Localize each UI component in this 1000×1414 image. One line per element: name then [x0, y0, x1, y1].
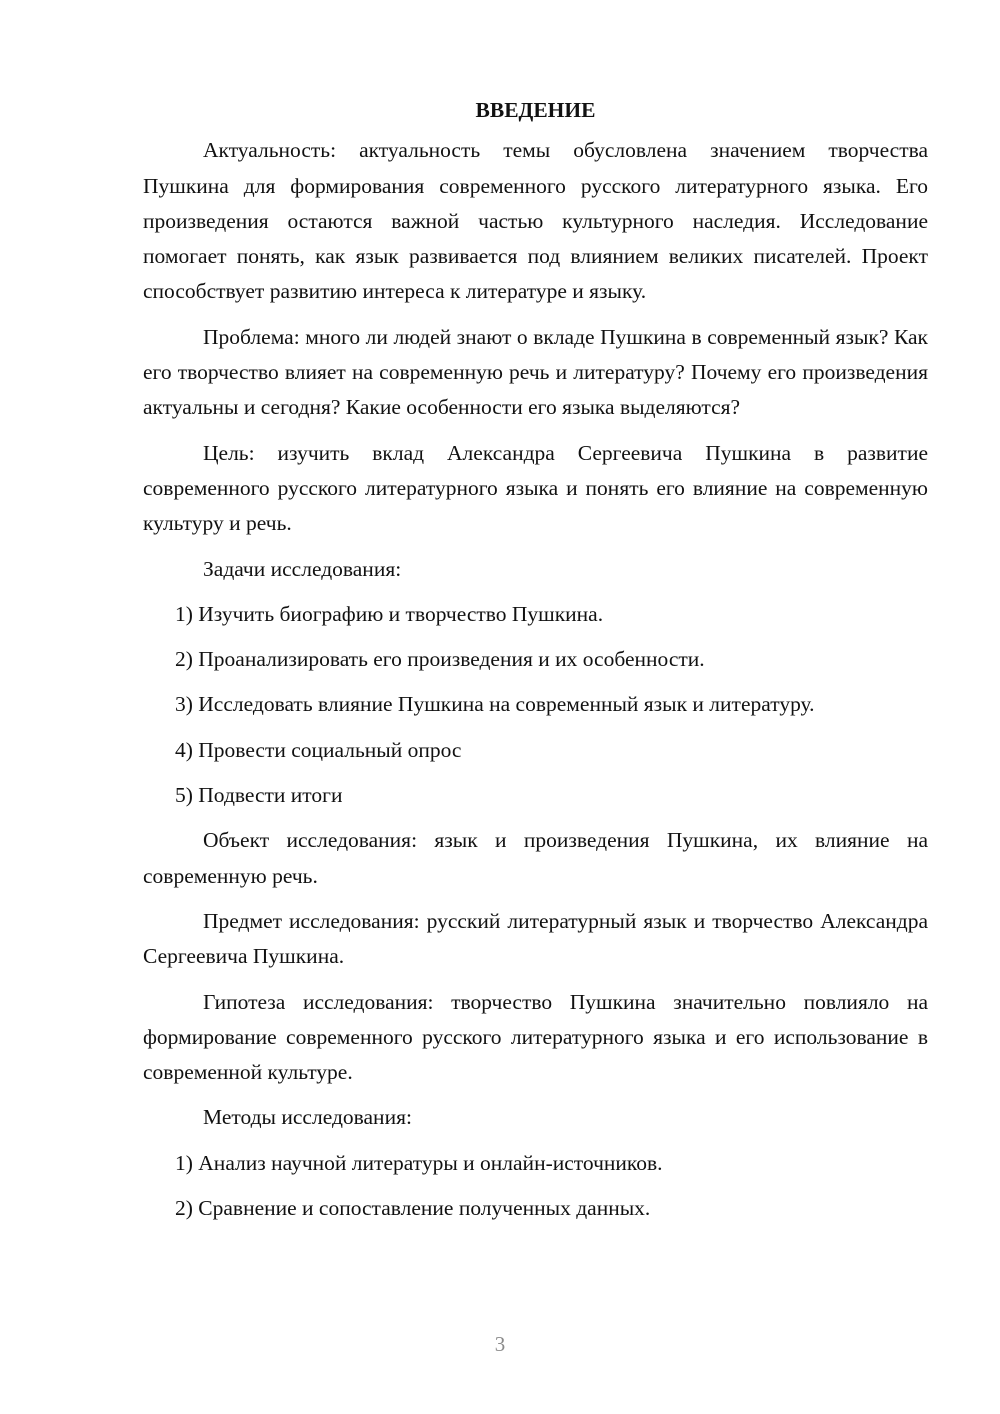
- methods-heading: Методы исследования:: [203, 1105, 412, 1130]
- object-paragraph: Объект исследования: язык и произведения Пушкина, их влияние на современную речь.: [143, 828, 928, 888]
- section-title: ВВЕДЕНИЕ: [475, 98, 596, 122]
- task-item: 1) Изучить биографию и творчество Пушкина.: [175, 601, 604, 626]
- hypothesis-paragraph: Гипотеза исследования: творчество Пушкина значительно повлияло на формирование современного русского литературного языка и его использование в современной культуре.: [143, 989, 928, 1085]
- goal-paragraph: Цель: изучить вклад Александра Сергеевича Пушкина в развитие современного русского литературного языка и понять его влияние на современную культуру и речь.: [143, 440, 928, 536]
- tasks-heading: Задачи исследования:: [203, 556, 402, 581]
- method-item: 1) Анализ научной литературы и онлайн-источников.: [175, 1150, 663, 1175]
- task-item: 3) Исследовать влияние Пушкина на современный язык и литературу.: [175, 692, 815, 717]
- page-number: 3: [494, 1332, 506, 1356]
- problem-paragraph: Проблема: много ли людей знают о вкладе Пушкина в современный язык? Как его творчество влияет на современную речь и литературу? Почему его произведения актуальны и сегодня? Какие особенности его языка выделяются?: [143, 324, 928, 420]
- task-item: 5) Подвести итоги: [175, 783, 343, 808]
- subject-paragraph: Предмет исследования: русский литературный язык и творчество Александра Сергеевича Пушкина.: [143, 908, 928, 969]
- document-page: [143, 93, 928, 1236]
- task-item: 4) Провести социальный опрос: [175, 737, 462, 762]
- task-item: 2) Проанализировать его произведения и их особенности.: [175, 647, 705, 672]
- relevance-paragraph: Актуальность: актуальность темы обусловлена значением творчества Пушкина для формирования современного русского литературного языка. Его произведения остаются важной частью культурного наследия. Исследование помогает понять, как язык развивается под влиянием великих писателей. Проект способствует развитию интереса к литературе и языку.: [143, 138, 928, 304]
- method-item: 2) Сравнение и сопоставление полученных данных.: [175, 1196, 651, 1221]
